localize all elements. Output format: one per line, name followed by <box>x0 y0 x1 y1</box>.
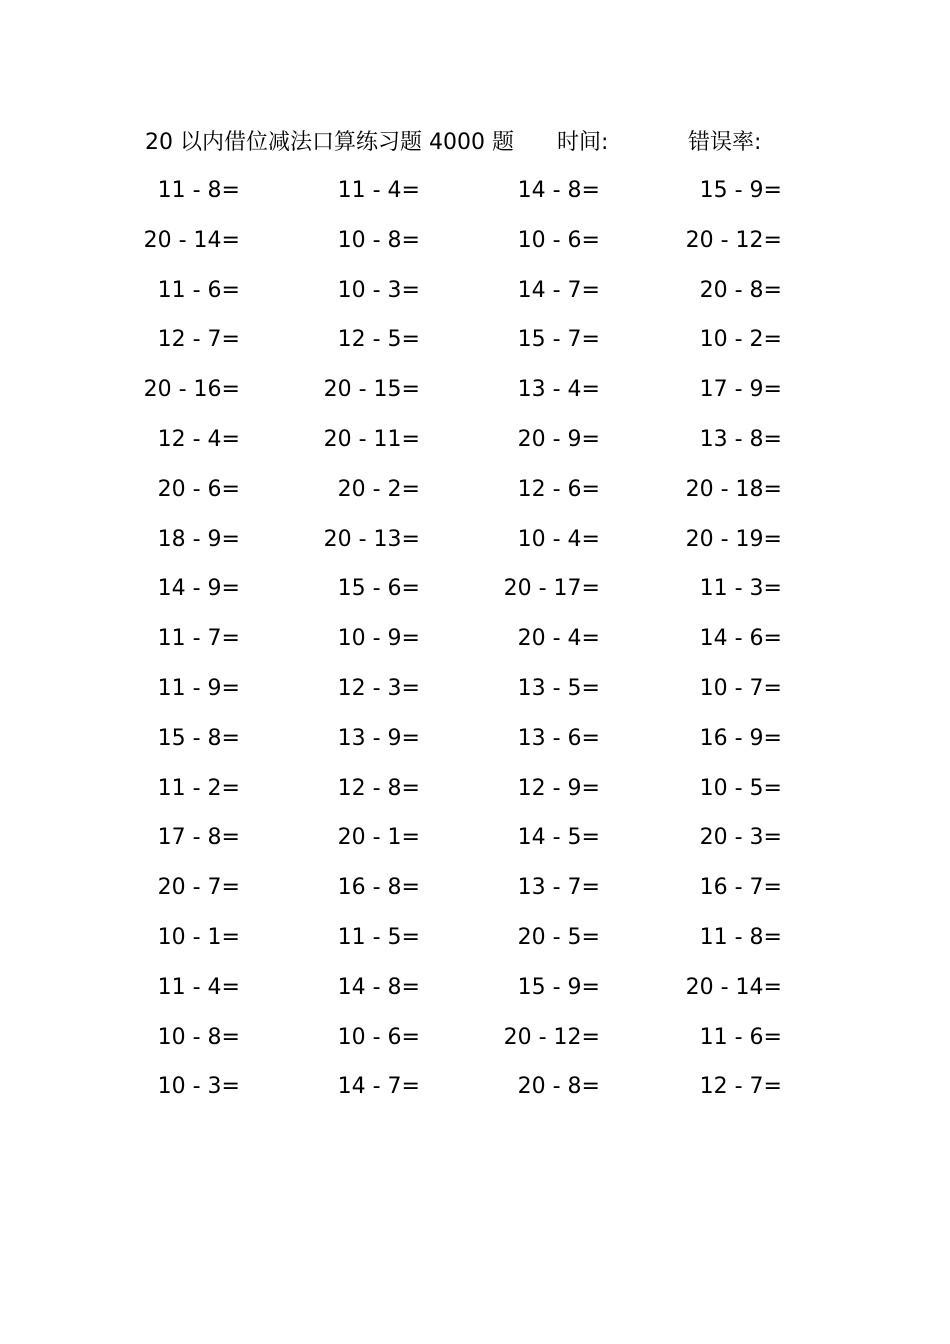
subtraction-problem: 10 - 4= <box>517 526 600 552</box>
subtraction-problem: 11 - 6= <box>157 277 240 303</box>
subtraction-problem: 20 - 5= <box>517 924 600 950</box>
problem-row <box>0 423 950 473</box>
subtraction-problem: 12 - 7= <box>699 1074 782 1100</box>
subtraction-problem: 17 - 9= <box>699 377 782 403</box>
subtraction-problem: 10 - 8= <box>157 1024 240 1050</box>
subtraction-problem: 10 - 6= <box>337 1024 420 1050</box>
subtraction-problem: 15 - 7= <box>517 327 600 353</box>
subtraction-problem: 20 - 9= <box>517 426 600 452</box>
subtraction-problem: 11 - 2= <box>157 775 240 801</box>
subtraction-problem: 20 - 6= <box>157 476 240 502</box>
subtraction-problem: 11 - 4= <box>337 178 420 203</box>
subtraction-problem: 20 - 4= <box>517 626 600 652</box>
subtraction-problem: 20 - 14= <box>143 227 240 253</box>
subtraction-problem: 20 - 15= <box>323 377 420 403</box>
problem-row <box>0 323 950 373</box>
subtraction-problem: 16 - 7= <box>699 875 782 901</box>
problem-row <box>0 772 950 822</box>
problem-row <box>0 921 950 971</box>
subtraction-problem: 12 - 9= <box>517 775 600 801</box>
subtraction-problem: 10 - 1= <box>157 924 240 950</box>
problem-grid <box>0 174 950 1120</box>
subtraction-problem: 20 - 12= <box>685 227 782 253</box>
subtraction-problem: 20 - 13= <box>323 526 420 552</box>
subtraction-problem: 11 - 6= <box>699 1024 782 1050</box>
subtraction-problem: 15 - 9= <box>699 178 782 203</box>
subtraction-problem: 10 - 5= <box>699 775 782 801</box>
subtraction-problem: 20 - 1= <box>337 825 420 851</box>
subtraction-problem: 13 - 7= <box>517 875 600 901</box>
problem-row <box>0 274 950 324</box>
problem-row <box>0 373 950 423</box>
problem-row <box>0 821 950 871</box>
subtraction-problem: 11 - 8= <box>699 924 782 950</box>
subtraction-problem: 10 - 2= <box>699 327 782 353</box>
subtraction-problem: 12 - 3= <box>337 675 420 701</box>
subtraction-problem: 17 - 8= <box>157 825 240 851</box>
subtraction-problem: 10 - 3= <box>157 1074 240 1100</box>
subtraction-problem: 14 - 9= <box>157 576 240 602</box>
problem-row <box>0 572 950 622</box>
subtraction-problem: 11 - 8= <box>157 178 240 203</box>
subtraction-problem: 11 - 4= <box>157 974 240 1000</box>
subtraction-problem: 12 - 6= <box>517 476 600 502</box>
subtraction-problem: 20 - 18= <box>685 476 782 502</box>
subtraction-problem: 10 - 7= <box>699 675 782 701</box>
subtraction-problem: 12 - 8= <box>337 775 420 801</box>
subtraction-problem: 12 - 7= <box>157 327 240 353</box>
time-label: 时间: <box>557 130 609 155</box>
subtraction-problem: 20 - 3= <box>699 825 782 851</box>
subtraction-problem: 20 - 16= <box>143 377 240 403</box>
subtraction-problem: 20 - 17= <box>503 576 600 602</box>
worksheet-title: 20 以内借位减法口算练习题 4000 题 <box>145 130 514 155</box>
subtraction-problem: 14 - 7= <box>337 1074 420 1100</box>
worksheet-header <box>145 126 825 160</box>
subtraction-problem: 11 - 5= <box>337 924 420 950</box>
subtraction-problem: 14 - 6= <box>699 626 782 652</box>
subtraction-problem: 20 - 8= <box>517 1074 600 1100</box>
problem-row <box>0 722 950 772</box>
subtraction-problem: 16 - 8= <box>337 875 420 901</box>
subtraction-problem: 15 - 9= <box>517 974 600 1000</box>
problem-row <box>0 523 950 573</box>
subtraction-problem: 16 - 9= <box>699 725 782 751</box>
subtraction-problem: 11 - 7= <box>157 626 240 652</box>
subtraction-problem: 12 - 4= <box>157 426 240 452</box>
subtraction-problem: 18 - 9= <box>157 526 240 552</box>
subtraction-problem: 14 - 8= <box>517 178 600 203</box>
subtraction-problem: 20 - 14= <box>685 974 782 1000</box>
problem-row <box>0 1021 950 1071</box>
problem-row <box>0 971 950 1021</box>
problem-row <box>0 622 950 672</box>
subtraction-problem: 11 - 9= <box>157 675 240 701</box>
subtraction-problem: 20 - 19= <box>685 526 782 552</box>
subtraction-problem: 13 - 4= <box>517 377 600 403</box>
subtraction-problem: 20 - 12= <box>503 1024 600 1050</box>
subtraction-problem: 20 - 7= <box>157 875 240 901</box>
subtraction-problem: 10 - 3= <box>337 277 420 303</box>
subtraction-problem: 14 - 8= <box>337 974 420 1000</box>
subtraction-problem: 10 - 8= <box>337 227 420 253</box>
problem-row <box>0 473 950 523</box>
subtraction-problem: 14 - 5= <box>517 825 600 851</box>
problem-row <box>0 871 950 921</box>
subtraction-problem: 15 - 8= <box>157 725 240 751</box>
subtraction-problem: 10 - 9= <box>337 626 420 652</box>
problem-row <box>0 1070 950 1120</box>
subtraction-problem: 20 - 11= <box>323 426 420 452</box>
subtraction-problem: 10 - 6= <box>517 227 600 253</box>
subtraction-problem: 15 - 6= <box>337 576 420 602</box>
error-rate-label: 错误率: <box>688 130 762 155</box>
problem-row <box>0 224 950 274</box>
problem-row <box>0 174 950 224</box>
subtraction-problem: 13 - 6= <box>517 725 600 751</box>
subtraction-problem: 14 - 7= <box>517 277 600 303</box>
subtraction-problem: 11 - 3= <box>699 576 782 602</box>
subtraction-problem: 20 - 2= <box>337 476 420 502</box>
problem-row <box>0 672 950 722</box>
subtraction-problem: 12 - 5= <box>337 327 420 353</box>
subtraction-problem: 13 - 9= <box>337 725 420 751</box>
subtraction-problem: 20 - 8= <box>699 277 782 303</box>
subtraction-problem: 13 - 8= <box>699 426 782 452</box>
subtraction-problem: 13 - 5= <box>517 675 600 701</box>
